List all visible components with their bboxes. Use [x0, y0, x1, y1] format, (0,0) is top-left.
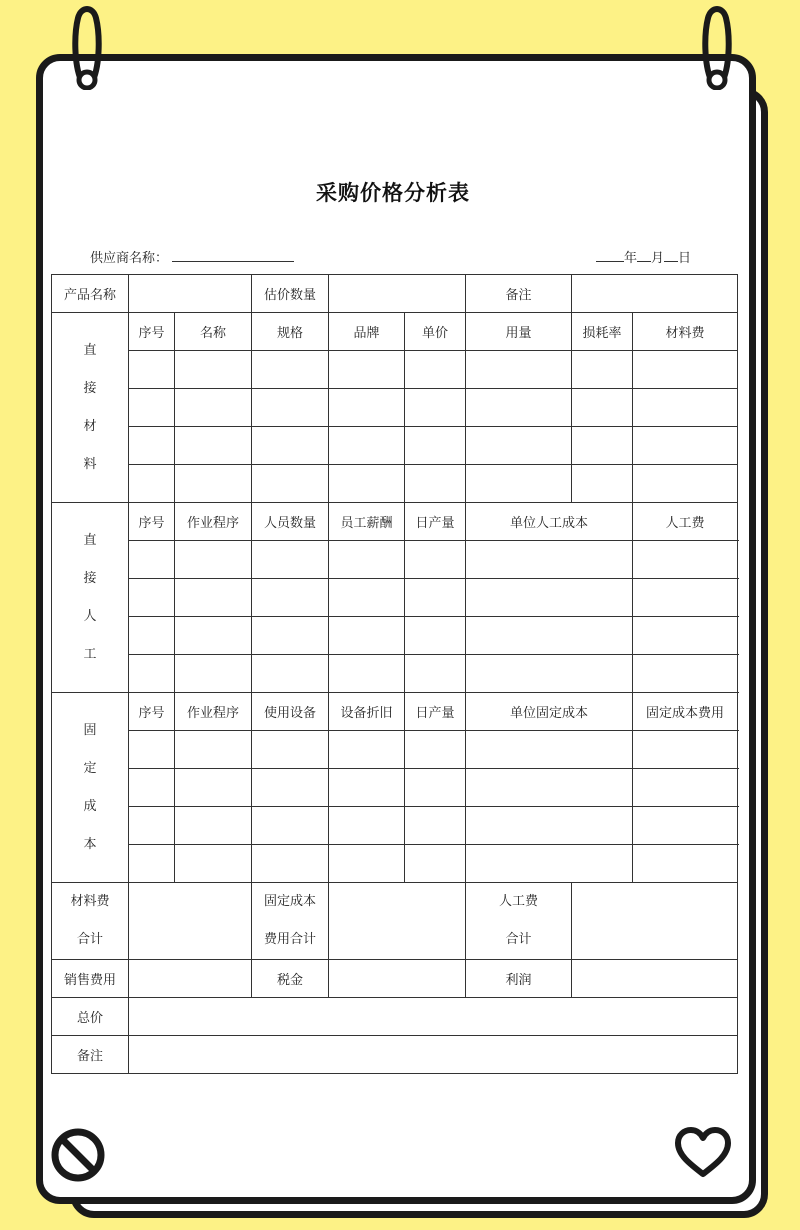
- estimate-qty-label: 估价数量: [252, 275, 329, 313]
- material-col-spec: 规格: [252, 313, 329, 351]
- heart-icon: [672, 1124, 734, 1180]
- no-entry-icon: [50, 1127, 106, 1183]
- labor-section-label: 直 接 人 工: [52, 503, 129, 693]
- total-price-cell[interactable]: [129, 998, 738, 1036]
- remark-cell[interactable]: [572, 275, 738, 313]
- table-row: [52, 769, 738, 807]
- table-row: [52, 465, 738, 503]
- fixed-col-fee: 固定成本费用: [633, 693, 738, 731]
- binder-ring-icon: [702, 4, 732, 90]
- table-row: [52, 541, 738, 579]
- fixed-col-depreciation: 设备折旧: [329, 693, 405, 731]
- material-col-brand: 品牌: [329, 313, 405, 351]
- labor-col-salary: 员工薪酬: [329, 503, 405, 541]
- labor-col-fee: 人工费: [633, 503, 738, 541]
- day-line[interactable]: [664, 249, 678, 262]
- date-field[interactable]: [596, 247, 691, 266]
- supplier-line[interactable]: [172, 249, 294, 262]
- supplier-field[interactable]: [90, 247, 294, 266]
- fixed-col-equipment: 使用设备: [252, 693, 329, 731]
- total-price-row: [52, 998, 738, 1036]
- table-row: [52, 655, 738, 693]
- price-analysis-table: [51, 274, 738, 1074]
- bottom-remark-cell[interactable]: [129, 1036, 738, 1074]
- product-row: [52, 275, 738, 313]
- day-label: 日: [678, 251, 692, 266]
- fixed-total-cell[interactable]: [329, 883, 466, 960]
- material-total-label: 材料费 合计: [52, 883, 129, 960]
- fixed-header-row: [52, 693, 738, 731]
- table-row: [52, 731, 738, 769]
- material-total-cell[interactable]: [129, 883, 252, 960]
- binder-ring-icon: [72, 4, 102, 90]
- material-col-fee: 材料费: [633, 313, 738, 351]
- fixed-col-no: 序号: [129, 693, 175, 731]
- sales-row: [52, 960, 738, 998]
- fixed-col-unit-cost: 单位固定成本: [466, 693, 633, 731]
- table-row: [52, 845, 738, 883]
- sales-cost-cell[interactable]: [129, 960, 252, 998]
- table-row: [52, 389, 738, 427]
- sales-cost-label: 销售费用: [52, 960, 129, 998]
- fixed-section-label: 固 定 成 本: [52, 693, 129, 883]
- labor-col-unit-cost: 单位人工成本: [466, 503, 633, 541]
- remark-row: [52, 1036, 738, 1074]
- fixed-total-label: 固定成本 费用合计: [252, 883, 329, 960]
- tax-label: 税金: [252, 960, 329, 998]
- supplier-label: 供应商名称：: [90, 251, 169, 266]
- fixed-col-daily: 日产量: [405, 693, 466, 731]
- year-label: 年: [624, 251, 638, 266]
- profit-cell[interactable]: [572, 960, 738, 998]
- labor-col-staff: 人员数量: [252, 503, 329, 541]
- table-row: [52, 617, 738, 655]
- profit-label: 利润: [466, 960, 572, 998]
- year-line[interactable]: [596, 249, 624, 262]
- page-title: 采购价格分析表: [316, 180, 470, 205]
- table-row: [52, 351, 738, 389]
- material-col-price: 单价: [405, 313, 466, 351]
- material-col-no: 序号: [129, 313, 175, 351]
- labor-total-label: 人工费 合计: [466, 883, 572, 960]
- estimate-qty-cell[interactable]: [329, 275, 466, 313]
- material-col-loss: 损耗率: [572, 313, 633, 351]
- month-line[interactable]: [637, 249, 651, 262]
- labor-col-process: 作业程序: [175, 503, 252, 541]
- material-col-usage: 用量: [466, 313, 572, 351]
- material-section-label: 直 接 材 料: [52, 313, 129, 503]
- table-row: [52, 579, 738, 617]
- labor-header-row: [52, 503, 738, 541]
- material-col-name: 名称: [175, 313, 252, 351]
- tax-cell[interactable]: [329, 960, 466, 998]
- product-name-label: 产品名称: [52, 275, 129, 313]
- labor-col-no: 序号: [129, 503, 175, 541]
- labor-total-cell[interactable]: [572, 883, 738, 960]
- material-header-row: [52, 313, 738, 351]
- table-row: [52, 427, 738, 465]
- product-name-cell[interactable]: [129, 275, 252, 313]
- totals-row: [52, 883, 738, 960]
- bottom-remark-label: 备注: [52, 1036, 129, 1074]
- month-label: 月: [651, 251, 665, 266]
- total-price-label: 总价: [52, 998, 129, 1036]
- fixed-col-process: 作业程序: [175, 693, 252, 731]
- labor-col-daily: 日产量: [405, 503, 466, 541]
- table-row: [52, 807, 738, 845]
- remark-label: 备注: [466, 275, 572, 313]
